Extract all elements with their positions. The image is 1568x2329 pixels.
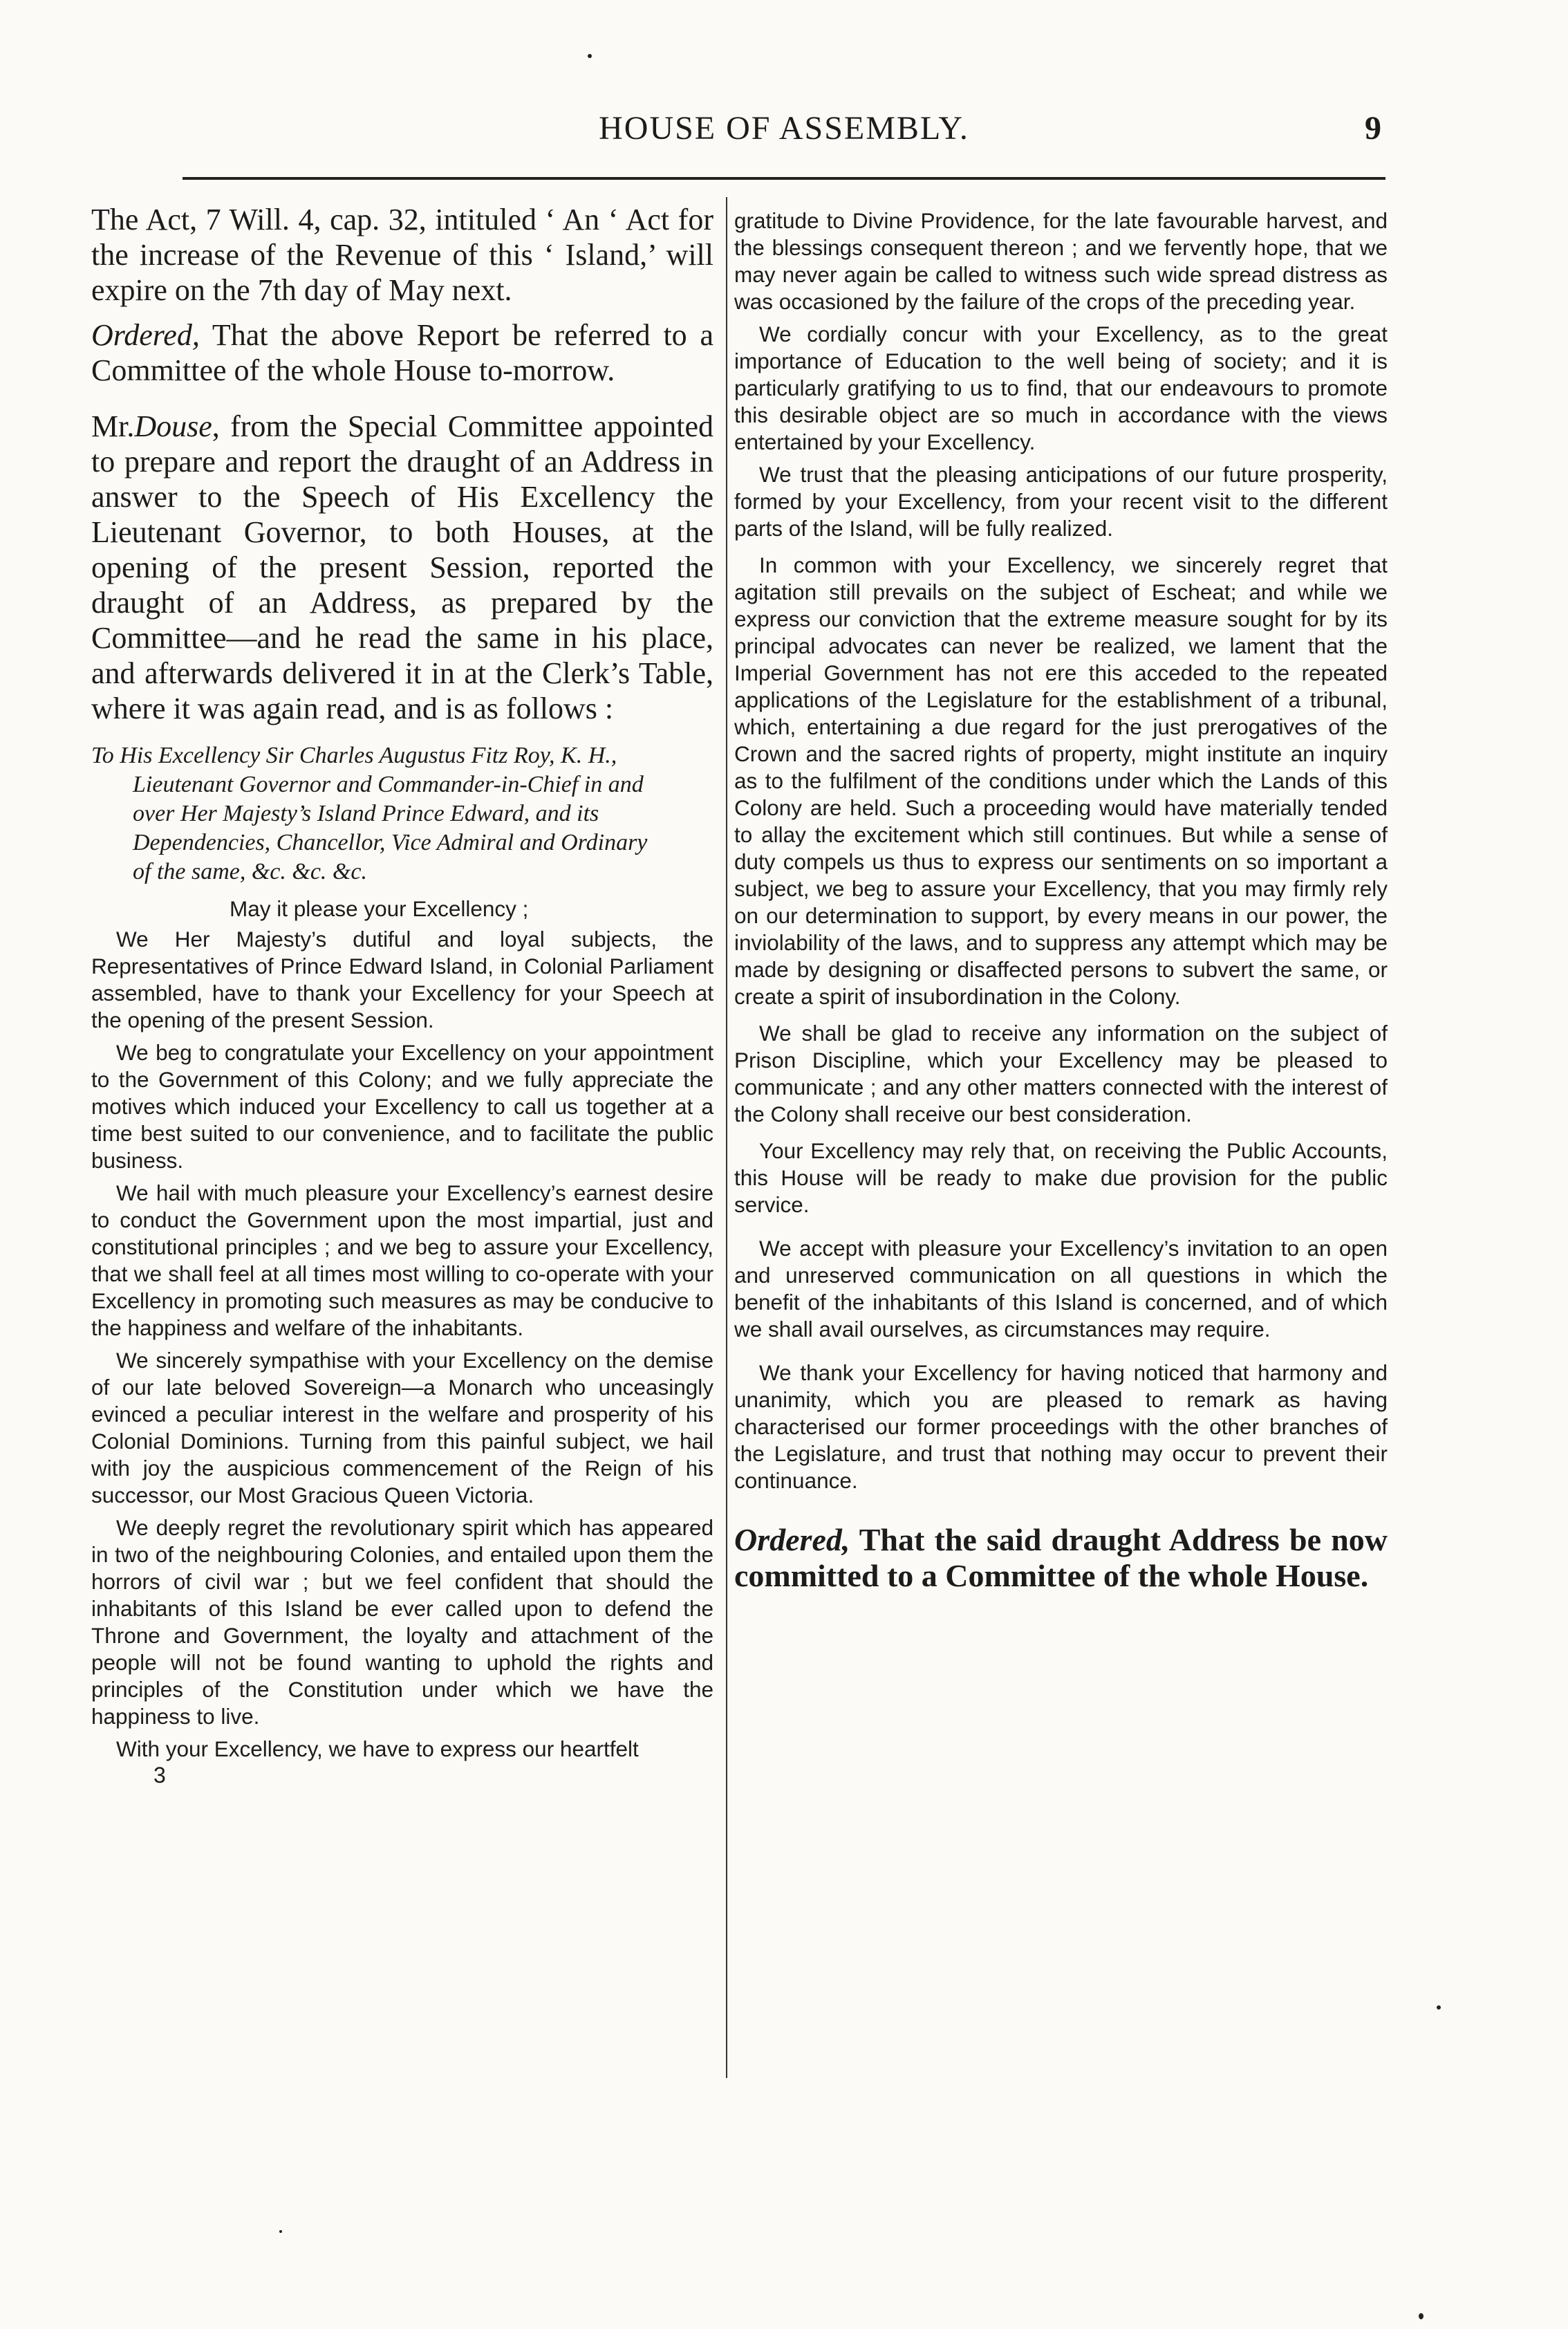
address-paragraph: With your Excellency, we have to express our heartfelt — [116, 1736, 639, 1761]
address-line: of the same, &c. &c. &c. — [133, 859, 367, 884]
mr-name: Douse — [134, 409, 212, 443]
right-column — [734, 207, 1388, 1594]
address-paragraph: In common with your Excellency, we sincerely regret that agitation still prevails on the subject of Escheat; and while we express our conviction that the extreme measure sought for by its principal advocates can never be realized, we lament that the Imperial Government has not ere this acceded to the repeated applications of the Legislature for the establishment of a tribunal, which, entertaining a due regard for the just prerogatives of the Crown and the sacred rights of property, might institute an inquiry as to the fulfilment of the conditions under which the Lands of this Colony are held. Such a proceeding would have materially tended to allay the excitement which still continues. But while a sense of duty compels us thus to express our sentiments on so important a subject, we beg to assure your Excellency, that you may firmly rely on our determination to support, by every means in our power, the inviolability of the laws, and to suppress any attempt which may be made by designing or disaffected persons to subvert the same, or create a spirit of insubordination in the Colony. — [734, 553, 1388, 1009]
left-address-body — [91, 926, 713, 1763]
douse-text: , from the Special Committee appointed to prepare and report the draught of an Address in answer to the Speech of His Excellency the Lieutenant Governor, to both Houses, at the opening of the present Session, reported the draught of an Address, as prepared by the Committee—and he read the same in his place, and afterwards delivered it in at the Clerk’s Table, where it was again read, and is as follows : — [91, 409, 713, 725]
ordered-committal-text: That the said draught Address be now committed to a Committee of the whole House. — [734, 1522, 1388, 1593]
page-header — [0, 105, 1568, 154]
address-line: To His Excellency Sir Charles Augustus Fitz Roy, K. H., — [91, 743, 617, 768]
print-speck — [279, 2230, 282, 2233]
ordered-report-text: That the above Report be referred to a Committee of the whole House to-morrow. — [91, 318, 713, 387]
address-line: Lieutenant Governor and Commander-in-Chief in and — [133, 772, 644, 797]
column-divider — [726, 197, 727, 2078]
address-paragraph: We cordially concur with your Excellency, as to the great importance of Education to the well being of society; and it is particularly gratifying to us to find, that our endeavours to promote this desirable object are so much in accordance with the views entertained by your Excellency. — [734, 322, 1388, 454]
ordered-word: Ordered, — [734, 1522, 850, 1557]
mr-prefix: Mr. — [91, 409, 135, 443]
ordered-word: Ordered, — [91, 318, 200, 352]
address-line: over Her Majesty’s Island Prince Edward, and its — [133, 801, 599, 826]
left-intro — [91, 202, 713, 726]
left-column — [91, 202, 713, 1788]
douse-paragraph — [91, 409, 713, 726]
page-number: 9 — [1365, 110, 1381, 147]
address-paragraph: Your Excellency may rely that, on receiving the Public Accounts, this House will be ready to make due provision for the public service. — [734, 1138, 1388, 1217]
address-paragraph: We hail with much pleasure your Excellency’s earnest desire to conduct the Government upon the most impartial, just and constitutional principles ; and we beg to assure your Excellency, that we shall feel at all times most willing to co-operate with your Excellency in promoting such measures as may be conducive to the happiness and welfare of the inhabitants. — [91, 1180, 713, 1340]
header-rule — [183, 177, 1385, 180]
page-title: HOUSE OF ASSEMBLY. — [599, 110, 969, 147]
address-paragraph: We trust that the pleasing anticipations of our future prosperity, formed by your Excellency, from your recent visit to the different parts of the Island, will be fully realized. — [734, 462, 1388, 541]
address-paragraph: We Her Majesty’s dutiful and loyal subjects, the Representatives of Prince Edward Island, in Colonial Parliament assembled, have to thank your Excellency for your Speech at the opening of the present Session. — [91, 927, 713, 1032]
address-paragraph: We accept with pleasure your Excellency’s invitation to an open and unreserved communication on all questions in which the benefit of the inhabitants of this Island is concerned, and of which we shall avail ourselves, as circumstances may require. — [734, 1236, 1388, 1342]
address-paragraph: We beg to congratulate your Excellency on your appointment to the Government of this Colony; and we fully appreciate the motives which induced your Excellency to call us together at a time best suited to our convenience, and to facilitate the public business. — [91, 1040, 713, 1173]
signature-mark: 3 — [153, 1763, 166, 1788]
address-paragraph: We sincerely sympathise with your Excellency on the demise of our late beloved Sovereign—a Monarch who unceasingly evinced a peculiar interest in the welfare and prosperity of his Colonial Dominions. Turning from this painful subject, we hail with joy the auspicious commencement of the Reign of his successor, our Most Gracious Queen Victoria. — [91, 1348, 713, 1507]
act-expiry-paragraph: The Act, 7 Will. 4, cap. 32, intituled ‘ An ‘ Act for the increase of the Revenue of this ‘ Island,’ will expire on the 7th day of May next. — [91, 203, 713, 307]
address-paragraph: gratitude to Divine Providence, for the late favourable harvest, and the blessings consequent thereon ; and we fervently hope, that we may never again be called to witness such wide spread distress as was occasioned by the failure of the crops of the preceding year. — [734, 208, 1388, 314]
ordered-report-paragraph — [91, 317, 713, 388]
right-address-body — [734, 207, 1388, 1494]
address-paragraph: We deeply regret the revolutionary spirit which has appeared in two of the neighbouring Colonies, and entailed upon them the horrors of civil war ; but we feel confident that should the inhabitants of this Island be ever called upon to defend the Throne and Government, the loyalty and attachment of the people will not be found wanting to uphold the rights and principles of the Constitution under which we have the happiness to live. — [91, 1515, 713, 1729]
salutation: May it please your Excellency ; — [230, 896, 529, 921]
print-speck — [588, 54, 592, 58]
ordered-committal-paragraph — [734, 1522, 1388, 1594]
address-paragraph: We thank your Excellency for having noticed that harmony and unanimity, which you are pleased to remark as having characterised our former proceedings with the other branches of the Legislature, and trust that nothing may occur to prevent their continuance. — [734, 1360, 1388, 1493]
address-paragraph: We shall be glad to receive any information on the subject of Prison Discipline, which your Excellency may be pleased to communicate ; and any other matters connected with the interest of the Colony shall receive our best consideration. — [734, 1021, 1388, 1126]
print-speck — [1437, 2005, 1441, 2010]
address-line: Dependencies, Chancellor, Vice Admiral and Ordinary — [133, 830, 648, 855]
address-heading — [91, 741, 713, 887]
print-speck — [1419, 2313, 1424, 2319]
